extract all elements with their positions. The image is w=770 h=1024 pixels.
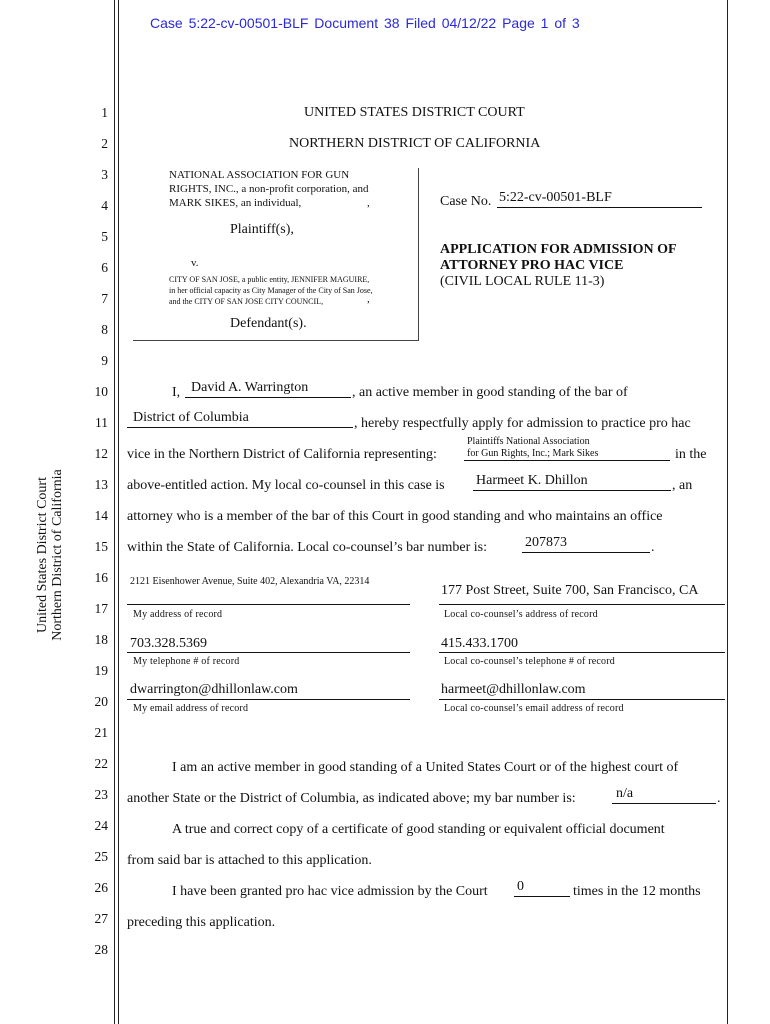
line-number: 14 [94, 508, 108, 523]
caption-divider [418, 168, 419, 340]
certificate-text: A true and correct copy of a certificate of good standing or equivalent official document [172, 822, 665, 837]
cocounsel-bar-text: within the State of California. Local co-counsel’s bar number is: [127, 540, 488, 555]
my-email-rule [127, 699, 410, 700]
cocounsel-email-rule [439, 699, 725, 700]
an-text: , an [672, 478, 693, 493]
case-no-value: 5:22-cv-00501-BLF [499, 190, 612, 205]
attorney-text: attorney who is a member of the bar of this Court in good standing and who maintains an office [127, 509, 663, 524]
client-field [464, 447, 670, 461]
line-number: 15 [94, 539, 108, 554]
application-title-1: APPLICATION FOR ADMISSION OF [440, 242, 677, 257]
line-number: 3 [101, 167, 108, 182]
line-number: 10 [94, 384, 108, 399]
times-field [514, 879, 570, 897]
application-title-3: (CIVIL LOCAL RULE 11-3) [440, 274, 605, 289]
my-email: dwarrington@dhillonlaw.com [130, 682, 298, 697]
cocounsel-field [473, 473, 671, 491]
bar-number-text: another State or the District of Columbia, as indicated above; my bar number is: [127, 791, 576, 806]
court-district: NORTHERN DISTRICT OF CALIFORNIA [289, 136, 541, 151]
times-value: 0 [517, 879, 524, 894]
line-number: 17 [94, 601, 108, 616]
my-bar-field [612, 786, 716, 804]
my-phone: 703.328.5369 [130, 636, 207, 651]
apply-text: , hereby respectfully apply for admission to practice pro hac [354, 416, 691, 431]
line-number: 11 [95, 415, 108, 430]
case-no-field [497, 190, 702, 208]
ecf-header: Case 5:22-cv-00501-BLF Document 38 Filed 04/12/22 Page 1 of 3 [150, 15, 580, 31]
left-margin-rule [114, 0, 115, 1024]
my-phone-rule [127, 652, 410, 653]
plaintiffs-comma: , [367, 197, 370, 209]
caption-bottom-rule [133, 340, 419, 341]
my-phone-label: My telephone # of record [133, 656, 240, 667]
left-margin-rule-inner [118, 0, 119, 1024]
cocounsel-bar-field [522, 535, 650, 553]
cocounsel-email-label: Local co-counsel’s email address of record [444, 703, 624, 714]
my-email-label: My email address of record [133, 703, 249, 714]
cocounsel-intro: above-entitled action. My local co-counsel in this case is [127, 478, 445, 493]
line-number: 24 [94, 818, 108, 833]
preceding-text: preceding this application. [127, 915, 276, 930]
cocounsel-phone-label: Local co-counsel’s telephone # of record [444, 656, 615, 667]
side-line-2: Northern District of California [50, 469, 65, 641]
line-number: 18 [94, 632, 108, 647]
side-line-1: United States District Court [35, 477, 50, 633]
bar-field [127, 410, 353, 428]
line-number: 7 [101, 291, 108, 306]
my-bar-number: n/a [616, 786, 634, 801]
line-number: 12 [94, 446, 108, 461]
my-address: 2121 Eisenhower Avenue, Suite 402, Alexandria VA, 22314 [130, 576, 370, 587]
court-side-label [35, 355, 65, 755]
months-text: times in the 12 months [573, 884, 701, 899]
case-no-label: Case No. [440, 194, 492, 209]
my-address-label: My address of record [133, 609, 223, 620]
line-number: 21 [94, 725, 108, 740]
line-number: 23 [94, 787, 108, 802]
text-i: I, [172, 385, 181, 400]
line-number: 22 [94, 756, 108, 771]
defendants-comma: , [367, 293, 370, 305]
cocounsel-bar-number: 207873 [525, 535, 567, 550]
bar-intro: , an active member in good standing of the bar of [352, 385, 628, 400]
versus: v. [191, 257, 199, 269]
court-name: UNITED STATES DISTRICT COURT [304, 105, 525, 120]
period: . [651, 540, 655, 555]
line-number: 27 [94, 911, 108, 926]
line-number: 1 [101, 105, 108, 120]
line-number: 25 [94, 849, 108, 864]
my-address-rule [127, 604, 410, 605]
line-number: 8 [101, 322, 108, 337]
representing-text: vice in the Northern District of California representing: [127, 447, 437, 462]
applicant-name: David A. Warrington [191, 380, 309, 395]
line-number: 5 [101, 229, 108, 244]
line-number: 13 [94, 477, 108, 492]
cocounsel-email: harmeet@dhillonlaw.com [441, 682, 586, 697]
bar-name: District of Columbia [133, 410, 249, 425]
client-line-1: Plaintiffs National Association [467, 436, 590, 447]
line-number: 26 [94, 880, 108, 895]
attached-text: from said bar is attached to this application. [127, 853, 372, 868]
line-number: 6 [101, 260, 108, 275]
client-line-2: for Gun Rights, Inc.; Mark Sikes [467, 448, 599, 459]
line-number: 4 [101, 198, 108, 213]
line-number: 9 [101, 353, 108, 368]
in-the-text: in the [675, 447, 707, 462]
period-2: . [717, 791, 721, 806]
defendant-label: Defendant(s). [230, 316, 307, 331]
plaintiffs-line-2: RIGHTS, INC., a non-profit corporation, and [169, 183, 369, 195]
defendants-line-2: in her official capacity as City Manager of the City of San Jose, [169, 286, 373, 295]
plaintiffs-line-1: NATIONAL ASSOCIATION FOR GUN [169, 169, 350, 181]
good-standing-text: I am an active member in good standing of a United States Court or of the highest court of [172, 760, 679, 775]
cocounsel-address-label: Local co-counsel’s address of record [444, 609, 598, 620]
cocounsel-name: Harmeet K. Dhillon [476, 473, 588, 488]
applicant-field [185, 380, 351, 398]
line-number: 19 [94, 663, 108, 678]
right-margin-rule [727, 0, 728, 1024]
line-number: 20 [94, 694, 108, 709]
line-number: 28 [94, 942, 108, 957]
defendants-line-3: and the CITY OF SAN JOSE CITY COUNCIL, [169, 297, 324, 306]
line-number: 16 [94, 570, 108, 585]
cocounsel-address-rule [439, 604, 725, 605]
cocounsel-phone: 415.433.1700 [441, 636, 518, 651]
defendants-line-1: CITY OF SAN JOSE, a public entity, JENNIFER MAGUIRE, [169, 275, 370, 284]
cocounsel-address: 177 Post Street, Suite 700, San Francisco, CA [441, 583, 699, 598]
plaintiff-label: Plaintiff(s), [230, 222, 294, 237]
plaintiffs-line-3: MARK SIKES, an individual, [169, 197, 302, 209]
line-number: 2 [101, 136, 108, 151]
cocounsel-phone-rule [439, 652, 725, 653]
application-title-2: ATTORNEY PRO HAC VICE [440, 258, 624, 273]
prior-admission-text: I have been granted pro hac vice admission by the Court [172, 884, 488, 899]
